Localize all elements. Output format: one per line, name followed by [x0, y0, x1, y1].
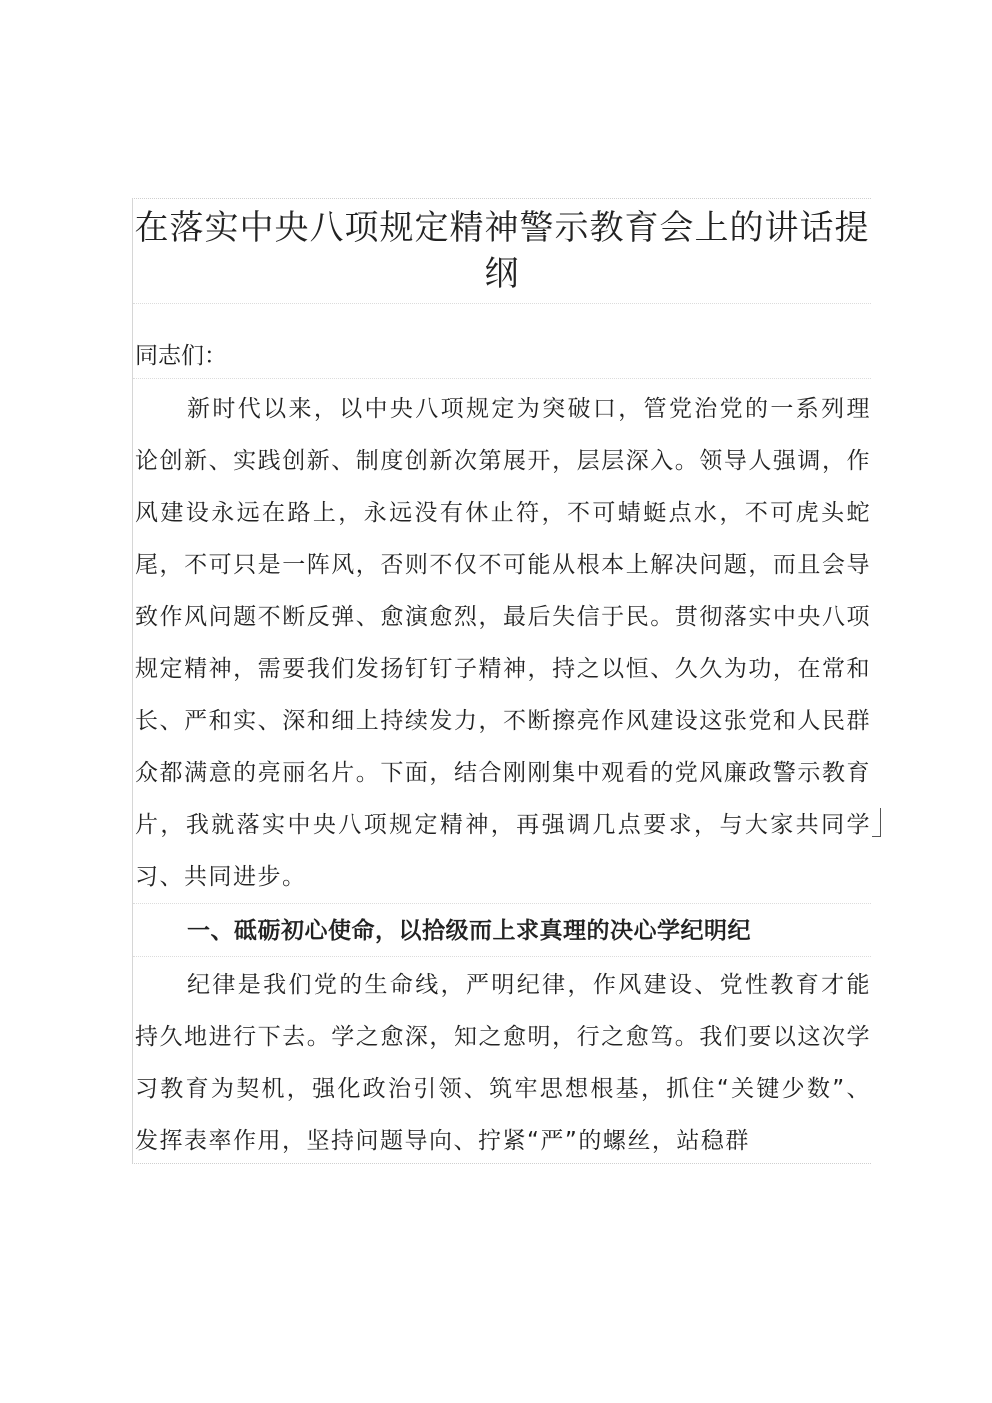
- document-title: 在落实中央八项规定精神警示教育会上的讲话提纲: [133, 199, 871, 304]
- margin-bracket-mark: [872, 808, 881, 837]
- document-body: [132, 198, 871, 1164]
- paragraph-intro: 新时代以来，以中央八项规定为突破口，管党治党的一系列理论创新、实践创新、制度创新次第展开，层层深入。领导人强调，作风建设永远在路上，永远没有休止符，不可蜻蜓点水，不可虎头蛇尾，不可只是一阵风，否则不仅不可能从根本上解决问题，而且会导致作风问题不断反弹、愈演愈烈，最后失信于民。贯彻落实中央八项规定精神，需要我们发扬钉钉子精神，持之以恒、久久为功，在常和长、严和实、深和细上持续发力，不断擦亮作风建设这张党和人民群众都满意的亮丽名片。下面，结合刚刚集中观看的党风廉政警示教育片，我就落实中央八项规定精神，再强调几点要求，与大家共同学习、共同进步。: [133, 379, 871, 904]
- salutation: 同志们：: [133, 304, 871, 379]
- section-heading-1: 一、砥砺初心使命，以拾级而上求真理的决心学纪明纪: [133, 904, 871, 957]
- paragraph-section-1: 纪律是我们党的生命线，严明纪律，作风建设、党性教育才能持久地进行下去。学之愈深，知之愈明，行之愈笃。我们要以这次学习教育为契机，强化政治引领、筑牢思想根基，抓住“关键少数”、发挥表率作用，坚持问题导向、拧紧“严”的螺丝，站稳群: [135, 972, 871, 1154]
